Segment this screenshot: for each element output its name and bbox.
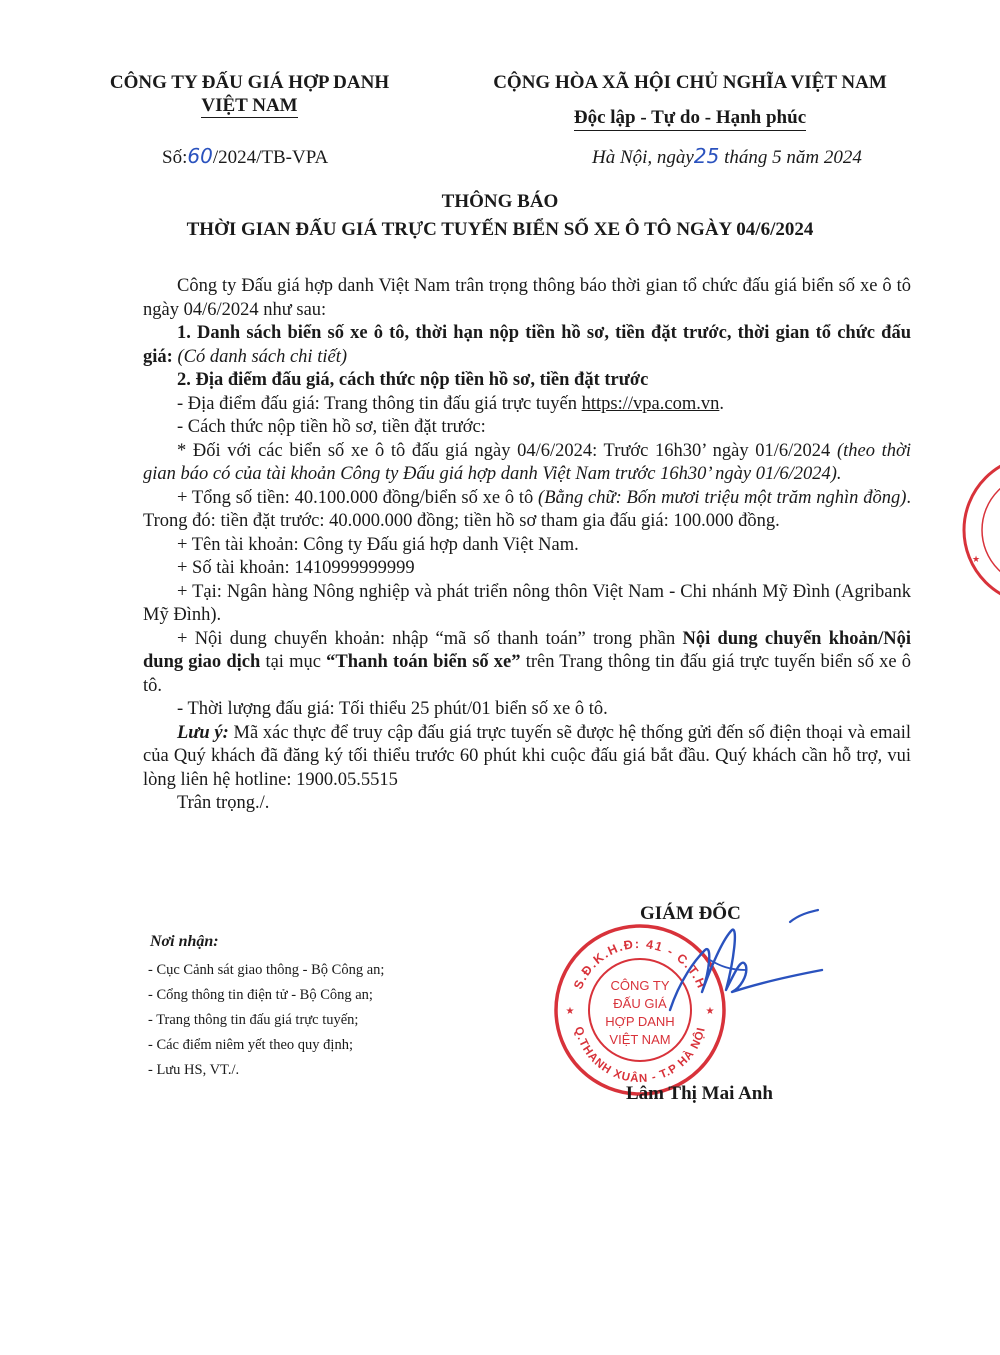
auction-location: - Địa điểm đấu giá: Trang thông tin đấu giá trực tuyến https://vpa.com.vn. bbox=[177, 393, 724, 414]
document-date: Hà Nội, ngày25 tháng 5 năm 2024 bbox=[592, 144, 862, 168]
auction-link[interactable]: https://vpa.com.vn bbox=[581, 393, 720, 414]
stamp-line-4: VIỆT NAM bbox=[609, 1032, 671, 1047]
stamp-ring-top: S.Đ.K.H.Đ: 41 - C.T.H bbox=[571, 936, 709, 992]
note-paragraph: Lưu ý: Mã xác thực để truy cập đấu giá trực tuyến sẽ được hệ thống gửi đến số điện thoại và email của Quý khách đã đăng ký tối thiểu trước 60 phút khi cuộc đấu giá bắt đầu. Quý khách cần hỗ trợ, vui lòng liên hệ hotline: 1900.05.5515 bbox=[143, 722, 912, 790]
transfer-content: + Nội dung chuyển khoản: nhập “mã số thanh toán” trong phần Nội dung chuyển khoản/Nội dung giao dịch tại mục “Thanh toán biển số xe” trên Trang thông tin đấu giá trực tuyến biển số xe ô tô. bbox=[143, 628, 912, 696]
star-icon: ★ bbox=[565, 1006, 575, 1017]
account-number: + Số tài khoản: 1410999999999 bbox=[177, 558, 415, 578]
edge-stamp-fragment bbox=[958, 450, 1000, 610]
account-name: + Tên tài khoản: Công ty Đấu giá hợp danh Việt Nam. bbox=[177, 534, 579, 555]
star-icon: ★ bbox=[972, 555, 981, 565]
total-amount: + Tổng số tiền: 40.100.000 đồng/biển số xe ô tô (Bằng chữ: Bốn mươi triệu một trăm nghìn đồng). Trong đó: tiền đặt trước: 40.000.000 đồng; tiền hồ sơ tham gia đấu giá: 100.000 đồng. bbox=[143, 487, 911, 531]
payment-method: - Cách thức nộp tiền hồ sơ, tiền đặt trước: bbox=[177, 417, 486, 437]
document-body bbox=[143, 275, 911, 816]
document-number: Số:60/2024/TB-VPA bbox=[162, 144, 329, 168]
country-name: CỘNG HÒA XÃ HỘI CHỦ NGHĨA VIỆT NAM bbox=[493, 72, 887, 93]
payment-deadline: * Đối với các biển số xe ô tô đấu giá ngày 04/6/2024: Trước 16h30’ ngày 01/6/2024 (theo thời gian báo có của tài khoản Công ty Đấu giá hợp danh Việt Nam trước 16h30’ ngày 01/6/2024). bbox=[143, 440, 912, 484]
closing: Trân trọng./. bbox=[177, 793, 270, 813]
star-icon: ★ bbox=[705, 1006, 715, 1017]
recipients-list bbox=[148, 958, 384, 1083]
list-item: - Các điểm niêm yết theo quy định; bbox=[148, 1037, 353, 1053]
list-item: - Trang thông tin đấu giá trực tuyến; bbox=[148, 1012, 359, 1028]
document-number-handwritten: 60 bbox=[187, 144, 213, 168]
company-name-line1: CÔNG TY ĐẤU GIÁ HỢP DANH bbox=[109, 72, 390, 93]
handwritten-signature bbox=[650, 900, 830, 1030]
signer-name: Lâm Thị Mai Anh bbox=[626, 1083, 773, 1104]
auction-duration: - Thời lượng đấu giá: Tối thiểu 25 phút/01 biển số xe ô tô. bbox=[177, 699, 608, 719]
document-title: THÔNG BÁO bbox=[441, 191, 559, 212]
stamp-line-1: CÔNG TY bbox=[610, 978, 670, 993]
list-item: - Cục Cảnh sát giao thông - Bộ Công an; bbox=[148, 962, 385, 978]
stamp-ring-bottom: Q.THANH XUÂN - T.P HÀ NỘI bbox=[571, 1025, 708, 1086]
list-item: - Cổng thông tin điện tử - Bộ Công an; bbox=[148, 987, 373, 1003]
stamp-line-2: ĐẤU GIÁ bbox=[613, 996, 667, 1011]
document-date-handwritten: 25 bbox=[693, 144, 720, 168]
bank-name: + Tại: Ngân hàng Nông nghiệp và phát triển nông thôn Việt Nam - Chi nhánh Mỹ Đình (Agribank Mỹ Đình). bbox=[143, 581, 911, 625]
stamp-line-3: HỢP DANH bbox=[605, 1014, 675, 1029]
motto: Độc lập - Tự do - Hạnh phúc bbox=[470, 107, 910, 129]
list-item: - Lưu HS, VT./. bbox=[148, 1062, 240, 1078]
company-name bbox=[92, 72, 407, 117]
signer-role: GIÁM ĐỐC bbox=[640, 903, 741, 924]
company-name-line2: VIỆT NAM bbox=[201, 95, 298, 116]
document-subtitle: THỜI GIAN ĐẤU GIÁ TRỰC TUYẾN BIỂN SỐ XE Ô TÔ NGÀY 04/6/2024 bbox=[186, 219, 814, 240]
intro-paragraph: Công ty Đấu giá hợp danh Việt Nam trân trọng thông báo thời gian tổ chức đấu giá biển số xe ô tô ngày 04/6/2024 như sau: bbox=[143, 276, 911, 320]
section-1: 1. Danh sách biển số xe ô tô, thời hạn nộp tiền hồ sơ, tiền đặt trước, thời gian tổ chức đấu giá: (Có danh sách chi tiết) bbox=[143, 323, 911, 367]
recipients-title: Nơi nhận: bbox=[150, 933, 219, 950]
section-2-heading: 2. Địa điểm đấu giá, cách thức nộp tiền hồ sơ, tiền đặt trước bbox=[177, 370, 649, 390]
